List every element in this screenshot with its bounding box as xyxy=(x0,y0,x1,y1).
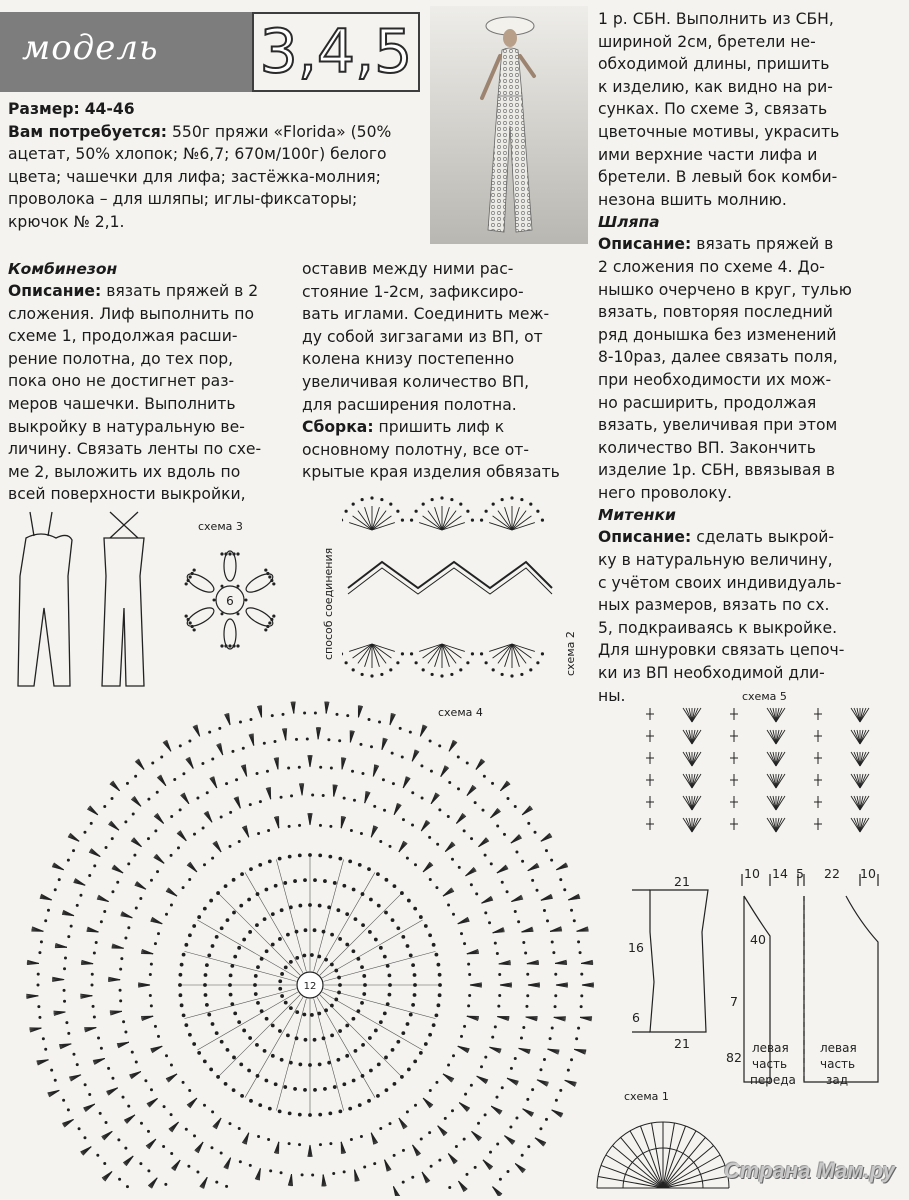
dim-mitt-bottom: 21 xyxy=(674,1036,690,1051)
jumpsuit-heading: Комбинезон xyxy=(8,260,118,278)
left-front-line: левая xyxy=(752,1041,789,1055)
text-line: ряд донышка без изменений xyxy=(598,325,837,344)
text-line: выкройку в натуральную ве- xyxy=(8,417,245,436)
dim-7: 7 xyxy=(730,994,738,1009)
scheme-4-label: схема 4 xyxy=(438,706,483,719)
left-back-line: зад xyxy=(826,1073,849,1087)
scheme-4-center: 12 xyxy=(303,981,317,992)
text-line: вязать, повторяя последний xyxy=(598,303,833,322)
text-line: увеличивая количество ВП, xyxy=(302,372,530,391)
text-span: вязать пряжей в xyxy=(691,235,834,254)
text-line: всей поверхности выкройки, xyxy=(8,485,246,504)
text-span: пришить лиф к xyxy=(373,418,505,437)
text-line: количество ВП. Закончить xyxy=(598,438,816,457)
text-line: ими верхние части лифа и xyxy=(598,145,818,164)
text-line xyxy=(598,526,888,549)
materials-line: проволока – для шляпы; иглы-фиксаторы; xyxy=(8,190,358,209)
pattern-drawings xyxy=(620,862,890,1094)
text-line: личину. Связать ленты по схе- xyxy=(8,440,262,459)
text-line: ку в натуральную величину, xyxy=(598,551,833,570)
materials-line: крючок № 2,1. xyxy=(8,212,125,231)
scheme-2-diagram xyxy=(342,494,560,682)
text-line: ны. xyxy=(598,686,626,705)
dim-top-4: 10 xyxy=(860,866,876,881)
mitts-heading: Митенки xyxy=(598,506,676,525)
scheme-3-label: схема 3 xyxy=(198,520,243,533)
text-line: колена книзу постепенно xyxy=(302,350,515,369)
assembly-label: Сборка: xyxy=(302,418,374,437)
scheme-3-flower xyxy=(174,538,294,660)
text-line: бретели. В левый бок комби- xyxy=(598,168,838,187)
text-line: с учётом своих индивидуаль- xyxy=(598,573,842,592)
text-line: ме 2, выложить их вдоль по xyxy=(8,462,241,481)
banner-title: модель xyxy=(22,28,159,68)
watermark: Страна Мам.ру xyxy=(723,1158,895,1183)
text-line: меров чашечки. Выполнить xyxy=(8,394,236,413)
text-line: схеме 1, продолжая расши- xyxy=(8,327,238,346)
materials-label: Вам потребуется: xyxy=(8,122,168,141)
text-line: шириной 2см, бретели не- xyxy=(598,32,816,51)
connection-label: способ соединения xyxy=(322,547,335,660)
text-line: ду собой зигзагами из ВП, от xyxy=(302,327,543,346)
text-line xyxy=(302,416,580,439)
scheme-5-label: схема 5 xyxy=(742,690,787,703)
left-front-line: часть xyxy=(752,1057,788,1071)
materials-line xyxy=(8,121,428,144)
materials-line: ацетат, 50% хлопок; №6,7; 670м/100г) белого xyxy=(8,145,387,164)
dim-top-0: 10 xyxy=(744,866,760,881)
dim-top-2: 5 xyxy=(796,866,804,881)
scheme-5-diagram xyxy=(630,700,882,850)
text-span: сделать выкрой- xyxy=(691,528,835,547)
scheme-1-label: схема 1 xyxy=(624,1090,669,1103)
dim-mitt-side: 16 xyxy=(628,940,644,955)
left-back-line: левая xyxy=(820,1041,857,1055)
text-line: 5, подкраиваясь к выкройке. xyxy=(598,618,838,637)
right-column xyxy=(598,8,888,707)
text-line: 2 сложения по схеме 4. До- xyxy=(598,257,825,276)
text-line: крытые края изделия обвязать xyxy=(302,463,560,482)
dim-40: 40 xyxy=(750,932,766,947)
materials-text: 550г пряжи «Florida» (50% xyxy=(167,122,392,141)
text-line: 1 р. СБН. Выполнить из СБН, xyxy=(598,10,834,28)
dim-top-1: 14 xyxy=(772,866,788,881)
desc-label: Описание: xyxy=(598,235,692,254)
desc-label: Описание: xyxy=(598,528,692,547)
text-line: при необходимости их мож- xyxy=(598,370,832,389)
dim-82: 82 xyxy=(726,1050,742,1065)
desc-label: Описание: xyxy=(8,282,102,300)
dim-mitt-top: 21 xyxy=(674,874,690,889)
text-line: цветочные мотивы, украсить xyxy=(598,122,840,141)
materials-line: цвета; чашечки для лифа; застёжка-молния; xyxy=(8,167,381,186)
banner-number: 3,4,5 xyxy=(259,17,413,87)
text-line: но расширить, продолжая xyxy=(598,393,817,412)
jumpsuit-column-2 xyxy=(302,258,580,484)
text-line: вязать, увеличивая при этом xyxy=(598,416,838,435)
text-line: ки из ВП необходимой дли- xyxy=(598,664,825,683)
scheme-4-diagram xyxy=(4,690,632,1196)
text-line: сложения. Лиф выполнить по xyxy=(8,304,254,323)
scheme-3-center: 6 xyxy=(226,594,234,608)
text-line: стояние 1-2см, зафиксиро- xyxy=(302,282,524,301)
text-line xyxy=(598,233,888,256)
intro-block xyxy=(8,98,428,234)
text-line: обходимой длины, пришить xyxy=(598,55,830,74)
scheme-1-diagram xyxy=(588,1104,738,1190)
text-line: оставив между ними рас- xyxy=(302,260,514,278)
text-line: сунках. По схеме 3, связать xyxy=(598,100,828,119)
text-line: незона вшить молнию. xyxy=(598,190,787,209)
text-line: пока оно не достигнет раз- xyxy=(8,372,235,391)
dim-mitt-small: 6 xyxy=(632,1010,640,1025)
size-line xyxy=(8,98,428,121)
text-span: вязать пряжей в 2 xyxy=(101,282,259,300)
scheme-2-label: схема 2 xyxy=(564,631,577,676)
hat-heading: Шляпа xyxy=(598,213,660,232)
text-line: 8-10раз, далее связать поля, xyxy=(598,348,838,367)
text-line: Для шнуровки связать цепоч- xyxy=(598,641,845,660)
text-line: нышко очерчено в круг, тулью xyxy=(598,280,852,299)
size-value: 44-46 xyxy=(84,100,135,118)
size-label: Размер: xyxy=(8,100,80,118)
jumpsuit-column-1 xyxy=(8,258,284,506)
text-line: для расширения полотна. xyxy=(302,395,517,414)
text-line: изделие 1р. СБН, ввязывая в xyxy=(598,461,836,480)
left-back-line: часть xyxy=(820,1057,856,1071)
text-line: вать иглами. Соединить меж- xyxy=(302,305,550,324)
text-line: основному полотну, все от- xyxy=(302,440,529,459)
text-line: него проволоку. xyxy=(598,483,732,502)
jumpsuit-sketch xyxy=(8,508,168,692)
text-line: ных размеров, вязать по сх. xyxy=(598,596,830,615)
model-photo xyxy=(430,6,588,244)
left-front-line: переда xyxy=(750,1073,796,1087)
dim-top-3: 22 xyxy=(824,866,840,881)
text-line: к изделию, как видно на ри- xyxy=(598,77,833,96)
text-line xyxy=(8,280,284,303)
text-line: рение полотна, до тех пор, xyxy=(8,349,234,368)
